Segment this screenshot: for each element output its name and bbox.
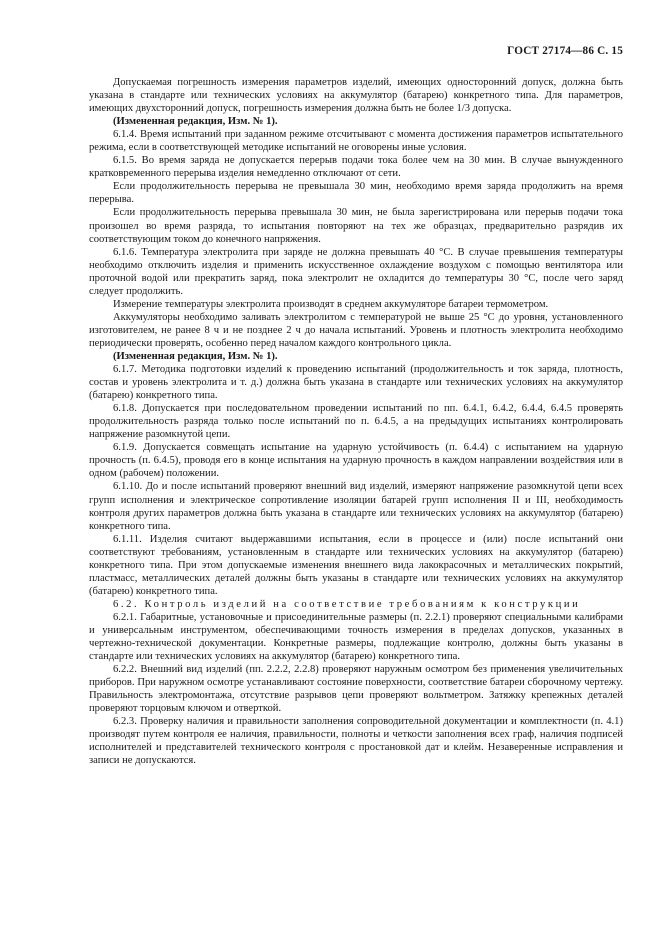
- paragraph: 6.2.1. Габаритные, установочные и присоединительные размеры (п. 2.2.1) проверяют специальными калибрами и универсальным инструментом, обеспечивающими точность измерения в пределах допусков, указанных в чертежно-технической документации. Конкретные размеры, подлежащие контролю, должны быть указаны в стандарте или технических условиях на аккумулятор (батарею) конкретного типа.: [89, 611, 623, 663]
- amendment-note: (Измененная редакция, Изм. № 1).: [113, 350, 278, 362]
- document-body: [89, 76, 623, 767]
- paragraph: 6.1.9. Допускается совмещать испытание на ударную устойчивость (п. 6.4.4) с испытанием на ударную прочность (п. 6.4.5), проводя его в конце испытания на ударную прочность в каждом направлении воздействия или в одном (рабочем) положении.: [89, 442, 623, 480]
- paragraph: 6.2.3. Проверку наличия и правильности заполнения сопроводительной документации и комплектности (п. 4.1) производят путем контроля ее наличия, правильности, полноты и четкости заполнения всех граф, наличия подписей исполнителей и представителей технического контроля с простановкой дат и клейм. Незаверенные исправления и записи не допускаются.: [89, 716, 623, 767]
- page-header: ГОСТ 27174—86 С. 15: [507, 45, 623, 57]
- paragraph: 6.1.5. Во время заряда не допускается перерыв подачи тока более чем на 30 мин. В случае вынужденного кратковременного перерыва изделия немедленно отключают от сети.: [89, 155, 623, 180]
- paragraph: Если продолжительность перерыва превышала 30 мин, не была зарегистрирована или перерыв подачи тока произошел во время разряда, то испытания повторяют на тех же образцах, предварительно разрядив их соответствующим током до конечного напряжения.: [89, 207, 623, 245]
- paragraph: Если продолжительность перерыва не превышала 30 мин, необходимо время заряда продолжить на время перерыва.: [89, 181, 623, 206]
- paragraph: Аккумуляторы необходимо заливать электролитом с температурой не выше 25 °С до уровня, установленного изготовителем, не ранее 8 ч и не позднее 2 ч до начала испытаний. Уровень и плотность электролита необходимо периодически проверять, особенно перед началом каждого контрольного цикла.: [89, 311, 623, 349]
- paragraph: 6.1.7. Методика подготовки изделий к проведению испытаний (продолжительность и ток заряда, плотность, состав и уровень электролита и т. д.) должна быть указана в стандарте или технических условиях на аккумулятор (батарею) конкретного типа.: [89, 364, 623, 402]
- paragraph: 6.1.4. Время испытаний при заданном режиме отсчитывают с момента достижения параметров испытательного режима, если в соответствующей методике испытаний не оговорены иные условия.: [89, 129, 623, 154]
- paragraph: 6.1.11. Изделия считают выдержавшими испытания, если в процессе и (или) после испытаний они соответствуют требованиям, установленным в стандарте или технических условиях на аккумулятор (батарею) конкретного типа. При этом допускаемые изменения внешнего вида лакокрасочных и металлических покрытий, пластмасс, металлических деталей должны быть указаны в стандарте или технических условиях на аккумулятор (батарею) конкретного типа.: [89, 533, 623, 597]
- paragraph: 6.2.2. Внешний вид изделий (пп. 2.2.2, 2.2.8) проверяют наружным осмотром без применения увеличительных приборов. При наружном осмотре устанавливают состояние поверхности, соответствие батареи сборочному чертежу. Правильность электромонтажа, отсутствие разрывов цепи проверяют вольтметром. Затяжку крепежных деталей проверяют торцовым ключом и отверткой.: [89, 664, 623, 715]
- paragraph: Измерение температуры электролита производят в среднем аккумуляторе батареи термометром.: [113, 298, 549, 310]
- paragraph: 6.1.8. Допускается при последовательном проведении испытаний по пп. 6.4.1, 6.4.2, 6.4.4, 6.4.5 проверять продолжительность разряда только после испытаний по п. 6.4.5, а на предыдущих испытаниях контролировать напряжение разомкнутой цепи.: [89, 403, 623, 441]
- paragraph: 6.1.10. До и после испытаний проверяют внешний вид изделий, измеряют напряжение разомкнутой цепи всех групп исполнения и электрическое сопротивление изоляции батарей групп исполнения II и III, необходимость контроля других параметров должна быть указана в стандарте или технических условиях на аккумулятор (батарею) конкретного типа.: [89, 481, 623, 532]
- paragraph: Допускаемая погрешность измерения параметров изделий, имеющих односторонний допуск, должна быть указана в стандарте или технических условиях на аккумулятор (батарею) конкретного типа. Для параметров, имеющих двухсторонний допуск, погрешность измерения должна быть не более 1/3 допуска.: [89, 77, 623, 115]
- section-heading: 6.2. Контроль изделий на соответствие требованиям к конструкции: [113, 598, 581, 610]
- amendment-note: (Измененная редакция, Изм. № 1).: [113, 116, 278, 128]
- paragraph: 6.1.6. Температура электролита при заряде не должна превышать 40 °С. В случае превышения температуры необходимо отключить изделия и применить искусственное охлаждение воздухом с помощью вентилятора или проточной водой или прекратить заряд, пока электролит не охладится до температуры 30 °С, после чего заряд следует продолжить.: [89, 246, 623, 297]
